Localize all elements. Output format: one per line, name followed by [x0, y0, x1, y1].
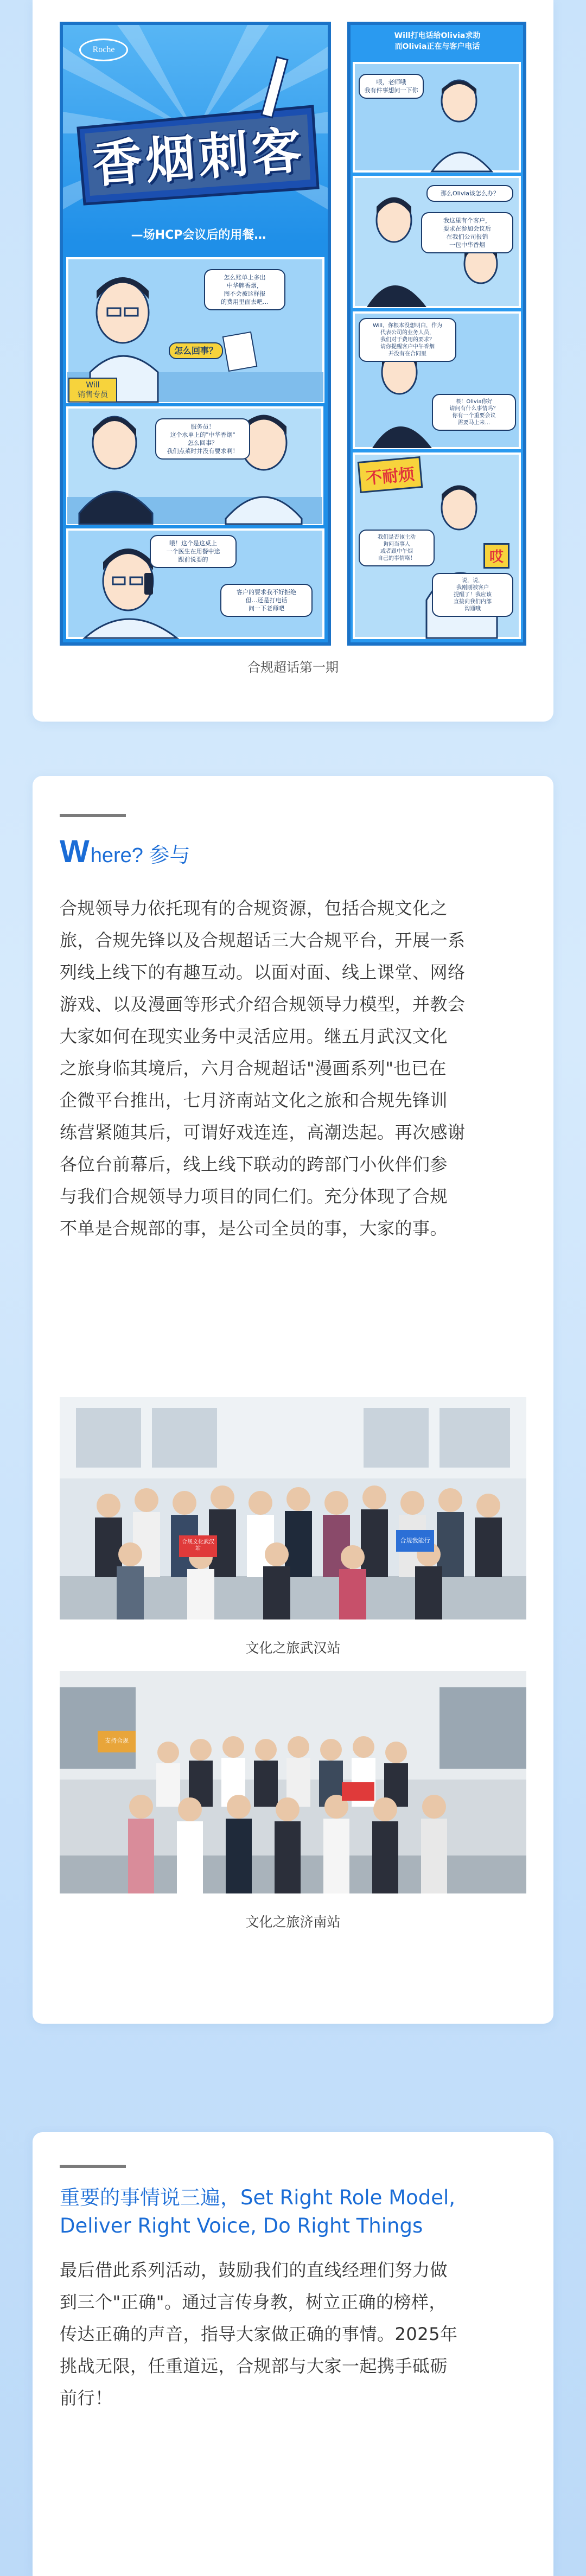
paragraph-line: 各位台前幕后，线上线下联动的跨部门小伙伴们参 — [60, 1154, 448, 1175]
photo-sign: 合规文化武汉站 — [182, 1539, 214, 1552]
section-divider — [60, 2165, 126, 2168]
paragraph-line: 游戏、以及漫画等形式介绍合规领导力模型，并教会 — [60, 994, 466, 1015]
title-initial: W — [60, 834, 90, 869]
comic-right-panel — [347, 22, 526, 646]
title-rest: here? 参与 — [90, 844, 190, 867]
comic-header-strip: Will打电话给Olivia求助 而Olivia正在与客户电话 — [394, 31, 481, 51]
comic-bubble: 我这里有个客户， 要求在参加会议后 在我们公司报销 一包中华香烟 — [421, 212, 513, 253]
section-title — [60, 2184, 537, 2240]
comic-bubble: 说，说， 我刚刚被客户 提醒了！我应该 直接向我们内部 沟通哦 — [432, 573, 513, 617]
comic-bubble: 喂，老师哦 我有件事想问一下你 — [359, 74, 424, 99]
comic-bubble: 怎么账单上多出 中华牌香烟， 图不会被这样报 的费用里面去吧… — [204, 269, 285, 310]
group-photo-wuhan — [60, 1397, 526, 1619]
comic-card — [33, 0, 553, 722]
title-line: Deliver Right Voice, Do Right Things — [60, 2214, 423, 2237]
comic-left-panel — [60, 22, 331, 646]
character-tag: Will 销售专员 — [68, 378, 117, 403]
comic-bubble: 怎么回事？ — [169, 342, 223, 359]
comic-title: 香烟刺客 — [90, 121, 307, 194]
photo-caption: 文化之旅济南站 — [245, 1914, 341, 1930]
where-paragraph — [60, 892, 526, 1245]
section-divider — [60, 814, 126, 817]
paragraph-line: 前行！ — [60, 2388, 113, 2408]
group-photo-wuhan-image — [60, 1397, 526, 1619]
comic-subtitle: —场HCP会议后的用餐… — [131, 228, 266, 242]
important-section-card — [33, 2132, 553, 2576]
paragraph-line: 挑战无限，任重道远，合规部与大家一起携手砥砺 — [60, 2356, 448, 2376]
comic-bubble: Will，你根本没想明白，作为 代表公司的业务人员， 我们对于费用的要求？ 请你提醒客户中午香烟 并没有在合同里 — [359, 318, 456, 362]
paragraph-line: 列线上线下的有趣互动。以面对面、线上课堂、网络 — [60, 962, 466, 983]
comic-bubble: 我们是否该主动 询问当事人 或者跟中午烟 自己的事情咯！ — [359, 530, 435, 566]
comic-bubble: 服务员！ 这个水单上的"中华香烟" 怎么回事？ 我们点菜时并没有要求啊！ — [155, 418, 250, 460]
comic-bubble: 客户的要求我不好拒绝 但…还是打电话 问一下老师吧 — [220, 584, 313, 617]
where-section-card — [33, 776, 553, 2024]
photo-caption: 文化之旅武汉站 — [245, 1640, 341, 1656]
paragraph-line: 最后借此系列活动，鼓励我们的直线经理们努力做 — [60, 2260, 448, 2280]
photo-sign: 支持合规 — [105, 1737, 129, 1744]
comic-bubble: 那么Olivia该怎么办？ — [426, 185, 513, 202]
comic-bubble: 哦！这个是这桌上 一个医生在用餐中途 跟前说要的 — [150, 535, 237, 568]
title-line: 重要的事情说三遍，Set Right Role Model, — [60, 2186, 456, 2209]
paragraph-line: 不单是合规部的事，是公司全员的事，大家的事。 — [60, 1218, 448, 1239]
paragraph-line: 合规领导力依托现有的合规资源，包括合规文化之 — [60, 898, 448, 919]
paragraph-line: 企微平台推出，七月济南站文化之旅和合规先锋训 — [60, 1090, 448, 1111]
paragraph-line: 传达正确的声音，指导大家做正确的事情。2025年 — [60, 2324, 458, 2344]
group-photo-jinan — [60, 1671, 526, 1893]
photo-sign: 合规我能行 — [400, 1537, 430, 1544]
comic-badge: 哎 — [483, 543, 509, 569]
paragraph-line: 之旅身临其境后，六月合规超话"漫画系列"也已在 — [60, 1058, 447, 1079]
important-paragraph — [60, 2254, 526, 2414]
paragraph-line: 旅，合规先锋以及合规超话三大合规平台，开展一系 — [60, 930, 466, 951]
comic-badge: 不耐烦 — [358, 456, 423, 493]
comic-bubble: 喂！Olivia你好 请问有什么事情吗？ 你有一个重要会议 需要马上来… — [432, 394, 516, 431]
comic-caption: 合规超话第一期 — [247, 660, 339, 675]
roche-logo: Roche — [79, 39, 128, 61]
paragraph-line: 练营紧随其后，可谓好戏连连，高潮迭起。再次感谢 — [60, 1122, 466, 1143]
paragraph-line: 到三个"正确"。通过言传身教，树立正确的榜样， — [60, 2292, 447, 2312]
group-photo-jinan-image — [60, 1671, 526, 1893]
paragraph-line: 大家如何在现实业务中灵活应用。继五月武汉文化 — [60, 1026, 448, 1047]
section-title — [60, 836, 190, 868]
paragraph-line: 与我们合规领导力项目的同仁们。充分体现了合规 — [60, 1186, 448, 1207]
